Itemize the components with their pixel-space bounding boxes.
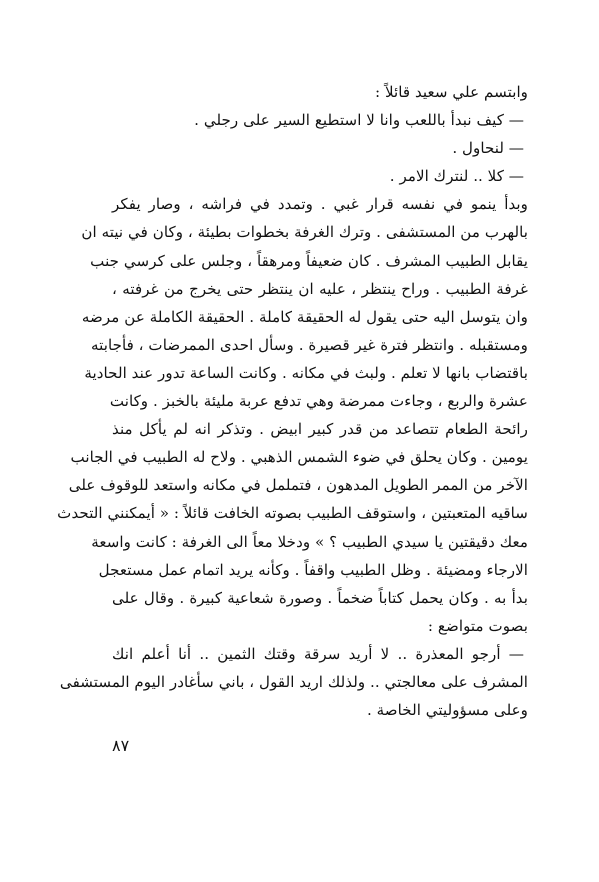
text-line: بالهرب من المستشفى . وترك الغرفة بخطوات بطيئة ، وكان في نيته ان [81,223,528,242]
text-line: وبدأ ينمو في نفسه قرار غبي . وتمدد في فراشه ، وصار يفكر [112,195,528,214]
text-line: المشرف على معالجتي .. ولذلك اريد القول ، باني سأغادر اليوم المستشفى [59,672,528,691]
text-line: بدأ به . وكان يحمل كتاباً ضخماً . وصورة شعاعية كبيرة . وقال على [112,588,528,607]
text-line: يقابل الطبيب المشرف . كان ضعيفاً ومرهقاً ، وجلس على كرسي جنب [90,251,528,270]
text-line: بصوت متواضع : [427,616,528,635]
body-text [57,78,528,724]
text-line: معك دقيقتين يا سيدي الطبيب ؟ » ودخلا معاً الى الغرفة : كانت واسعة [91,532,528,551]
text-line: ومستقبله . وانتظر فترة غير قصيرة . وسأل احدى الممرضات ، فأجابته [91,335,528,354]
text-line: رائحة الطعام تتصاعد من قدر كبير ابيض . وتذكر انه لم يأكل منذ [112,420,528,439]
text-line: — أرجو المعذرة .. لا أريد سرقة وقتك الثمين .. أنا أعلم انك [112,644,524,663]
text-line: باقتضاب بانها لا تعلم . ولبث في مكانه . وكانت الساعة تدور عند الحادية [84,363,528,382]
text-line: غرفة الطبيب . وراح ينتظر ، عليه ان ينتظر حتى يخرج من غرفته ، [112,279,528,298]
text-line: ساقيه المتعبتين ، واستوقف الطبيب بصوته الخافت قائلاً : « أيمكنني التحدث [57,504,528,523]
text-line: — كيف نبدأ باللعب وانا لا استطيع السير على رجلي . [194,111,524,130]
text-line: يومين . وكان يحلق في ضوء الشمس الذهبي . ولاح له الطبيب في الجانب [70,448,528,467]
text-line: وابتسم علي سعيد قائلاً : [375,83,528,101]
text-line: وان يتوسل اليه حتى يقول له الحقيقة كاملة . الحقيقة الكاملة عن مرضه [81,307,528,326]
text-line: الآخر من الممر الطويل المدهون ، فتململ في مكانه واستعد للوقوف على [68,476,528,495]
text-line: — كلا .. لنترك الامر . [389,167,524,186]
text-line: الارجاء ومضيئة . وظل الطبيب واقفاً . وكأنه يريد اتمام عمل مستعجل [98,560,528,579]
text-line: وعلى مسؤوليتي الخاصة . [366,701,528,720]
page-number: ٨٧ [112,736,130,755]
text-line: — لنحاول . [452,139,524,158]
text-line: عشرة والربع ، وجاءت ممرضة وهي تدفع عربة مليئة بالخبز . وكانت [109,392,528,411]
